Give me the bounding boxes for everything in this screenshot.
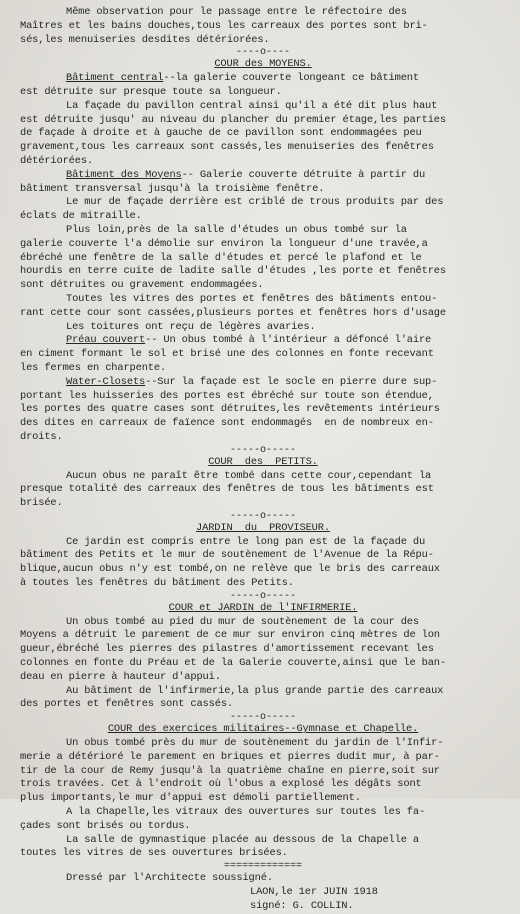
separator: ============= (223, 861, 302, 873)
section-passage (20, 6, 506, 47)
text-line: La façade du pavillon central ainsi qu'il a été dit plus haut (66, 99, 438, 112)
text-line: Bâtiment central--la galerie couverte longeant ce bâtiment (66, 72, 419, 85)
place-date: LAON,le 1er JUIN 1918 (250, 886, 378, 899)
text-line: à toutes les fenêtres du bâtiment des Petits. (20, 577, 294, 590)
text-line: gueur,ébréché les pierres des pilastres d'amortissement recevant les (20, 643, 434, 656)
text-line: est détruite jusqu' au niveau du plancher du premier étage,les parties (20, 113, 446, 126)
section-infirmerie (20, 602, 506, 712)
text-line: tir de la cour de Remy jusqu'à la quatrième chaîne en pierre,soit sur (20, 764, 440, 777)
text-line: les portes des quatre cases sont détruites,les revêtements intérieurs (20, 403, 440, 416)
text-line: Un obus tombé près du mur de soutènement du jardin de l'Infir- (66, 737, 444, 750)
text-line: Même observation pour le passage entre le réfectoire des (66, 6, 407, 18)
text-line: toutes les vitres de ses ouvertures brisées. (20, 847, 288, 860)
text-line: Ce jardin est compris entre le long pan est de la façade du (66, 535, 426, 548)
text-line: en ciment formant le sol et brisé une des colonnes en fonte recevant (20, 348, 434, 361)
text-line: sés,les menuiseries desdites détériorées. (20, 33, 270, 46)
text-line: brisée. (20, 497, 63, 510)
text-line: bâtiment des Petits et le mur de soutènement de l'Avenue de la Répu- (20, 549, 434, 562)
subheading: Bâtiment central (66, 72, 164, 85)
section-heading: JARDIN du PROVISEUR. (196, 521, 330, 534)
section-jardin-proviseur (20, 522, 506, 591)
subheading: Bâtiment des Moyens (66, 168, 182, 181)
text-line: trois travées. Cet à l'endroit où l'obus a explosé les dégâts sont (20, 778, 422, 791)
text-line: éclats de mitraille. (20, 210, 142, 223)
text-line: galerie couverte l'a démolie sur environ la longueur d'une travée,a (20, 237, 428, 250)
text-line: Moyens a détruit le parement de ce mur sur environ cinq mètres de lon (20, 629, 440, 642)
text-line: blique,aucun obus n'y est tombé,on ne relève que le bris des carreaux (20, 563, 440, 576)
text-line: hourdis en terre cuite de ladite salle d'études ,les porte et fenêtres (20, 265, 446, 278)
signature: signé: G. COLLIN. (250, 899, 354, 912)
text-line: des dites en carreaux de faïence sont endommagés en de nombreux en- (20, 417, 434, 430)
text-line: détériorées. (20, 154, 94, 167)
section-heading: COUR et JARDIN de l'INFIRMERIE. (168, 601, 358, 614)
text-line: rant cette cour sont cassées,plusieurs portes et fenêtres hors d'usage (20, 306, 446, 319)
text-line: Le mur de façade derrière est criblé de trous produits par des (66, 196, 444, 209)
footer-signature (20, 872, 506, 913)
separator: -----o----- (229, 444, 296, 456)
text-line: deau en pierre à hauteur d'appui. (20, 670, 221, 683)
text-line: est détruite sur presque toute sa longueur. (20, 85, 282, 98)
text-line: gravement,tous les carreaux sont cassés,les menuiseries des fenêtres (20, 141, 434, 154)
text-line: Un obus tombé au pied du mur de soutènement de la cour des (66, 615, 419, 628)
text-line: plus importants,le mur d'appui est démoli partiellement. (20, 792, 361, 805)
text-line: Toutes les vitres des portes et fenêtres des bâtiments entou- (66, 292, 438, 305)
text-line: çades sont brisés ou tordus. (20, 819, 191, 832)
text-line: Les toitures ont reçu de légères avaries. (66, 320, 316, 333)
text-line: La salle de gymnastique placée au dessous de la Chapelle a (66, 833, 419, 846)
text-line: Maîtres et les bains douches,tous les carreaux des portes sont bri- (20, 19, 428, 32)
text-line: presque totalité des carreaux des fenêtres de tous les bâtiments est (20, 483, 434, 496)
separator: -----o----- (229, 712, 296, 724)
text-line: A la Chapelle,les vitraux des ouvertures sur toutes les fa- (66, 806, 426, 819)
subheading: Préau couvert (66, 334, 146, 347)
section-cour-petits (20, 456, 506, 511)
text-line: merie a détérioré le parement en briques et pierres dudit mur, à par- (20, 750, 440, 763)
text-line: portant les huisseries des portes est ébréché sur toute son étendue, (20, 389, 434, 402)
separator: -----o----- (229, 510, 296, 522)
section-exercices (20, 723, 506, 861)
text-line: droits. (20, 430, 63, 443)
text-line: Au bâtiment de l'infirmerie,la plus grande partie des carreaux (66, 684, 444, 697)
text-line: Préau couvert-- Un obus tombé à l'intérieur a défoncé l'aire (66, 334, 432, 347)
text-line: bâtiment transversal jusqu'à la troisième fenêtre. (20, 182, 325, 195)
separator: ----o---- (235, 47, 290, 59)
text-line: ébréché une fenêtre de la salle d'études et percé le plafond et le (20, 251, 422, 264)
section-cour-moyens (20, 58, 506, 444)
subheading: Water-Closets (66, 375, 146, 388)
text-line: des portes et fenêtres sont cassés. (20, 698, 233, 711)
text-line: Aucun obus ne paraît être tombé dans cette cour,cependant la (66, 469, 432, 482)
separator: -----o----- (229, 590, 296, 602)
text-line: sont détruites ou gravement endommagées. (20, 279, 264, 292)
signoff-line: Dressé par l'Architecte soussigné. (66, 872, 273, 885)
text-line: Plus loin,près de la salle d'études un obus tombé sur la (66, 223, 407, 236)
text-line: colonnes en fonte du Préau et de la Galerie couverte,ainsi que le ban- (20, 657, 446, 670)
text-line: de façade à droite et à gauche de ce pavillon sont endommagées peu (20, 127, 422, 140)
text-line: Water-Closets--Sur la façade est le socle en pierre dure sup- (66, 375, 438, 388)
section-heading: COUR des MOYENS. (214, 58, 312, 71)
section-heading: COUR des exercices militaires--Gymnase et Chapelle. (107, 723, 419, 736)
section-heading: COUR des PETITS. (208, 455, 318, 468)
text-line: Bâtiment des Moyens-- Galerie couverte détruite à partir du (66, 168, 426, 181)
text-line: les fermes en charpente. (20, 361, 167, 374)
